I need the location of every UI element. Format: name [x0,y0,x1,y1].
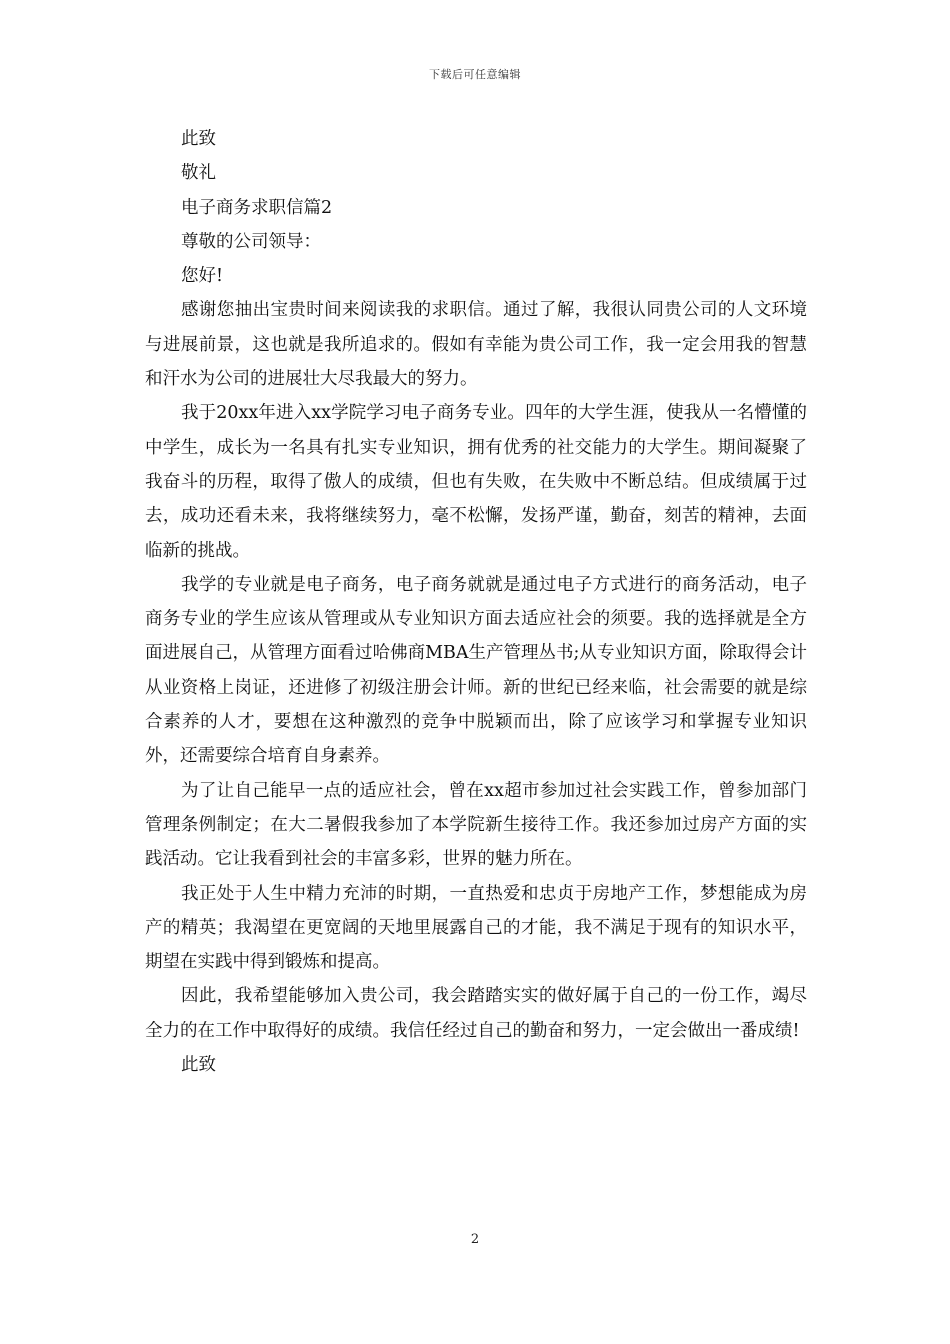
body-paragraph: 因此，我希望能够加入贵公司，我会踏踏实实的做好属于自己的一份工作，竭尽全力的在工作中取得好的成绩。我信任经过自己的勤奋和努力，一定会做出一番成绩! [145,986,807,1041]
greeting-recipient: 尊敬的公司领导： [181,231,321,252]
body-paragraph: 我于20xx年进入xx学院学习电子商务专业。四年的大学生涯，使我从一名懵懂的中学生，成长为一名具有扎实专业知识，拥有优秀的社交能力的大学生。期间凝聚了我奋斗的历程，取得了傲人的成绩，但也有失败，在失败中不断总结。但成绩属于过去，成功还看未来，我将继续努力，毫不松懈，发扬严谨，勤奋，刻苦的精神，去面临新的挑战。 [145,403,807,561]
body-paragraph: 我学的专业就是电子商务，电子商务就就是通过电子方式进行的商务活动，电子商务专业的学生应该从管理或从专业知识方面去适应社会的须要。我的选择就是全方面进展自己，从管理方面看过哈佛商MBA生产管理丛书;从专业知识方面，除取得会计从业资格上岗证，还进修了初级注册会计师。新的世纪已经来临，社会需要的就是综合素养的人才，要想在这种激烈的竞争中脱颖而出，除了应该学习和掌握专业知识外，还需要综合培育自身素养。 [145,574,807,767]
header-note: 下载后可任意编辑 [429,68,521,81]
body-paragraph: 我正处于人生中精力充沛的时期，一直热爱和忠贞于房地产工作，梦想能成为房产的精英；我渴望在更宽阔的天地里展露自己的才能，我不满足于现有的知识水平，期望在实践中得到锻炼和提高。 [145,883,807,973]
body-paragraph: 为了让自己能早一点的适应社会，曾在xx超市参加过社会实践工作，曾参加部门管理条例制定；在大二暑假我参加了本学院新生接待工作。我还参加过房产方面的实践活动。它让我看到社会的丰富多彩，世界的魅力所在。 [145,780,807,870]
body-paragraph: 感谢您抽出宝贵时间来阅读我的求职信。通过了解，我很认同贵公司的人文环境与进展前景，这也就是我所追求的。假如有幸能为贵公司工作，我一定会用我的智慧和汗水为公司的进展壮大尽我最大的努力。 [145,300,807,390]
regards-line: 敬礼 [181,163,216,184]
closing-line: 此致 [181,1055,216,1076]
greeting-hello: 您好! [181,266,224,287]
document-body [145,122,807,1082]
page-number: 2 [470,1232,480,1247]
salutation-line: 此致 [181,129,216,149]
section-title: 电子商务求职信篇2 [181,197,333,218]
